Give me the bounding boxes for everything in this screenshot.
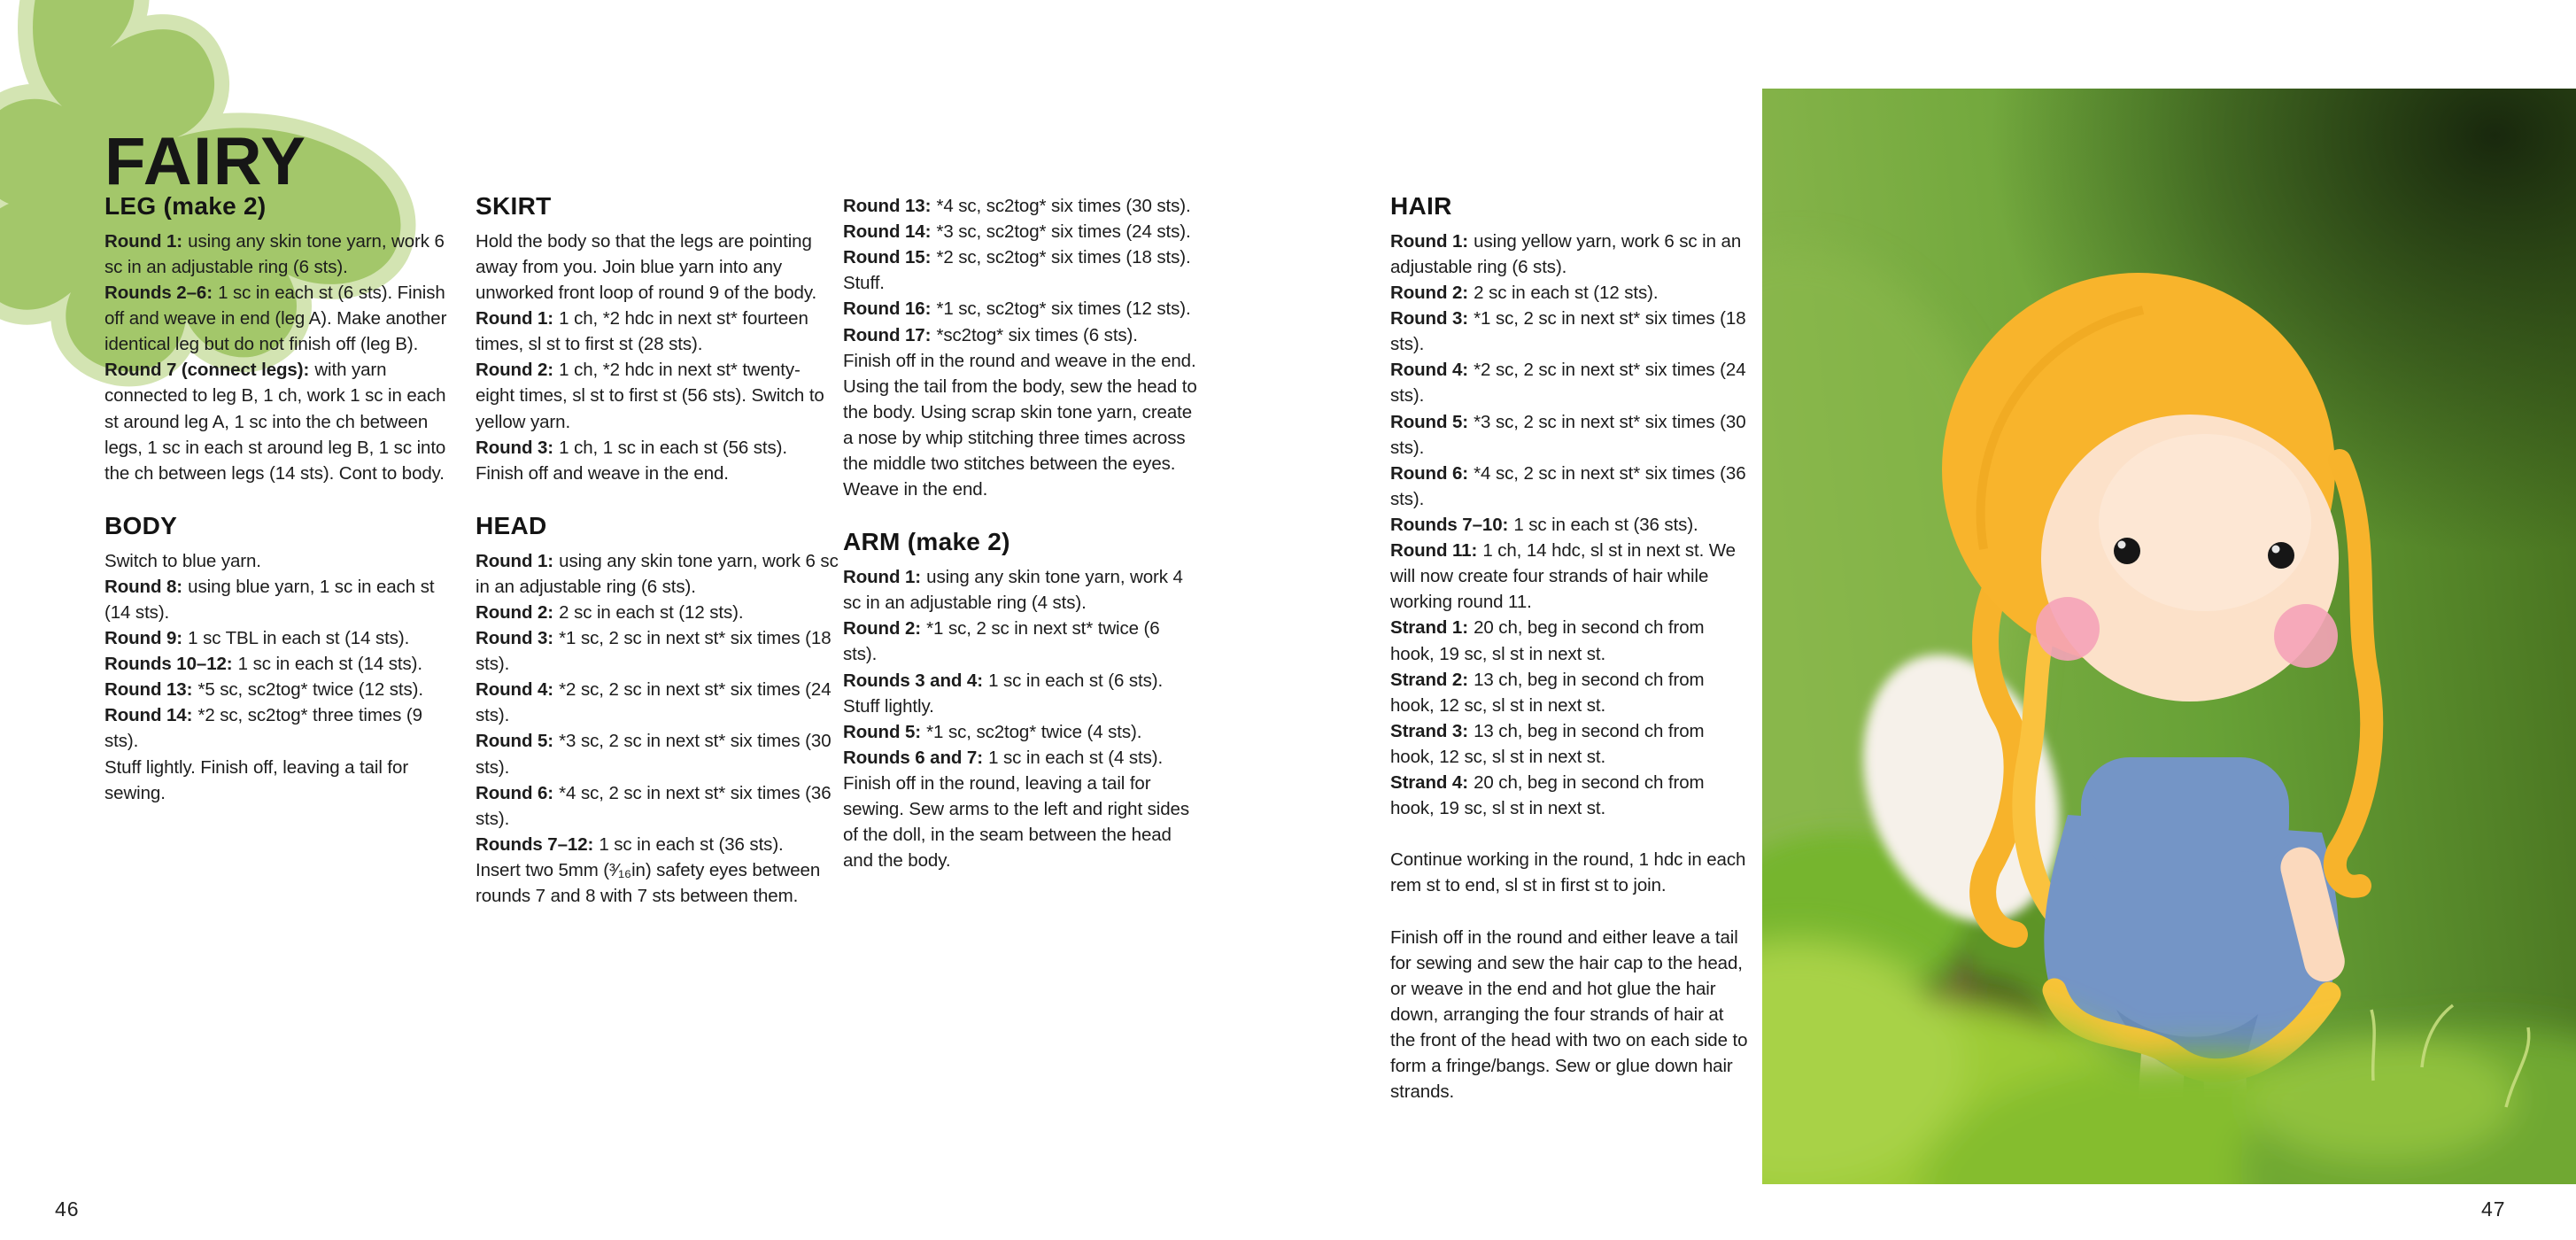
round-label: Strand 1:: [1390, 617, 1468, 639]
round-label: Round 14:: [104, 705, 193, 726]
instruction-text: 1 sc in each st (6 sts). Stuff lightly.: [843, 670, 1164, 717]
round-label: Round 13:: [104, 679, 193, 701]
round-label: Rounds 7–10:: [1390, 515, 1509, 535]
pattern-paragraph: [843, 244, 1197, 270]
section-heading: LEG (make 2): [104, 192, 267, 220]
instruction-text: *2 sc, 2 sc in next st* six times (24 sts).: [1390, 360, 1746, 407]
instruction-text: Finish off in the round and weave in the end. Using the tail from the body, sew the head to the body. Using scrap skin tone yarn, create a nose by whip stitching three times across the middle two stitches between the eyes. Weave in the end.: [843, 350, 1197, 500]
round-label: Rounds 10–12:: [104, 654, 233, 675]
round-label: Strand 2:: [1390, 669, 1468, 690]
pattern-paragraph: [843, 270, 1197, 296]
pattern-paragraph: [843, 616, 1197, 667]
instruction-text: 13 ch, beg in second ch from hook, 12 sc, sl st in next st.: [1390, 669, 1705, 716]
section-heading: HEAD: [476, 511, 547, 539]
pattern-paragraph: [476, 548, 839, 600]
section-heading: SKIRT: [476, 192, 552, 220]
pattern-column-1: [104, 193, 457, 806]
instruction-text: Stuff lightly. Finish off, leaving a tail for sewing.: [104, 756, 409, 803]
eye-left-highlight: [2118, 541, 2126, 549]
instruction-text: Insert two 5mm (³⁄₁₆in) safety eyes between rounds 7 and 8 with 7 sts between them.: [476, 860, 821, 907]
pattern-paragraph: [843, 348, 1197, 503]
pattern-paragraph: [843, 745, 1197, 771]
instruction-text: *1 sc, sc2tog* twice (4 sts).: [926, 721, 1142, 742]
instruction-text: *4 sc, 2 sc in next st* six times (36 sts).: [1390, 462, 1746, 509]
round-label: Round 5:: [843, 721, 922, 742]
pattern-paragraph: [476, 600, 839, 625]
instruction-text: 1 sc in each st (36 sts).: [1513, 515, 1698, 535]
pattern-paragraph: [1390, 925, 1748, 1105]
pattern-paragraph: [476, 728, 839, 779]
instruction-text: *2 sc, sc2tog* six times (18 sts).: [936, 247, 1191, 268]
round-label: Round 11:: [1390, 540, 1478, 562]
instruction-text: 2 sc in each st (12 sts).: [559, 601, 744, 623]
round-label: Round 1:: [476, 550, 554, 571]
instruction-text: 1 sc in each st (6 sts). Finish off and weave in end (leg A). Make another identical leg but do not finish off (leg B).: [104, 283, 447, 355]
cheek-right: [2274, 604, 2338, 668]
round-label: Round 2:: [1390, 283, 1469, 304]
instruction-text: 20 ch, beg in second ch from hook, 19 sc, sl st in next st.: [1390, 617, 1705, 664]
instruction-text: 1 ch, *2 hdc in next st* fourteen times, sl st to first st (28 sts).: [476, 308, 808, 355]
pattern-paragraph: [1390, 280, 1748, 306]
pattern-paragraph: [1390, 667, 1748, 718]
round-label: Round 6:: [476, 782, 554, 803]
round-label: Round 7 (connect legs):: [104, 360, 310, 381]
pattern-paragraph: [1390, 770, 1748, 821]
instruction-text: *sc2tog* six times (6 sts).: [936, 324, 1138, 345]
instruction-text: 20 ch, beg in second ch from hook, 19 sc, sl st in next st.: [1390, 772, 1705, 819]
instruction-text: Finish off in the round and either leave a tail for sewing and sew the hair cap to the head, or weave in the end and hot glue the hair down, arranging the four strands of hair at the front of the head with two on each side to form a fringe/bangs. Sew or glue down hair strands.: [1390, 926, 1748, 1103]
instruction-text: Switch to blue yarn.: [104, 550, 261, 571]
round-label: Rounds 7–12:: [476, 833, 594, 855]
instruction-text: 2 sc in each st (12 sts).: [1474, 283, 1659, 304]
instruction-text: using any skin tone yarn, work 6 sc in an adjustable ring (6 sts).: [476, 550, 839, 597]
pattern-paragraph: [476, 229, 839, 306]
pattern-paragraph: [476, 857, 839, 909]
section-heading: ARM (make 2): [843, 528, 1010, 556]
cheek-left: [2036, 597, 2100, 661]
page-title: FAIRY: [104, 123, 307, 199]
instruction-text: 1 ch, *2 hdc in next st* twenty-eight times, sl st to first st (56 sts). Switch to yellow yarn.: [476, 360, 824, 432]
instruction-text: using yellow yarn, work 6 sc in an adjustable ring (6 sts).: [1390, 230, 1742, 277]
instruction-text: 1 sc in each st (36 sts).: [599, 833, 784, 855]
round-label: Round 1:: [104, 230, 183, 252]
round-label: Strand 3:: [1390, 720, 1468, 741]
round-label: Round 5:: [1390, 411, 1469, 432]
pattern-paragraph: [104, 702, 457, 754]
round-label: Round 4:: [476, 679, 554, 701]
eye-right: [2268, 542, 2294, 569]
round-label: Round 17:: [843, 324, 932, 345]
pattern-paragraph: [1390, 306, 1748, 357]
pattern-paragraph: [1390, 512, 1748, 538]
face-highlight: [2099, 434, 2311, 611]
pattern-paragraph: [104, 357, 457, 486]
round-label: Round 3:: [476, 628, 554, 649]
instruction-text: *3 sc, 2 sc in next st* six times (30 sts).: [1390, 411, 1746, 458]
round-label: Round 8:: [104, 576, 183, 597]
instruction-text: *4 sc, 2 sc in next st* six times (36 sts).: [476, 782, 832, 829]
pattern-paragraph: [1390, 538, 1748, 615]
pattern-column-2: [476, 193, 839, 909]
pattern-paragraph: [476, 357, 839, 434]
pattern-paragraph: [843, 219, 1197, 244]
instruction-text: using any skin tone yarn, work 4 sc in an adjustable ring (4 sts).: [843, 567, 1183, 614]
instruction-text: *3 sc, 2 sc in next st* six times (30 sts).: [476, 731, 832, 778]
section-heading: HAIR: [1390, 192, 1452, 220]
torso: [2081, 757, 2289, 872]
pattern-paragraph: [843, 668, 1197, 719]
pattern-paragraph: [843, 564, 1197, 616]
round-label: Strand 4:: [1390, 772, 1468, 794]
round-label: Rounds 3 and 4:: [843, 670, 983, 691]
pattern-paragraph: [476, 677, 839, 728]
round-label: Round 16:: [843, 298, 932, 320]
pattern-paragraph: [1390, 357, 1748, 408]
round-label: Round 2:: [476, 601, 554, 623]
pattern-paragraph: [104, 755, 457, 806]
instruction-text: *4 sc, sc2tog* six times (30 sts).: [936, 196, 1191, 216]
round-label: Round 14:: [843, 221, 932, 243]
round-label: Rounds 2–6:: [104, 283, 213, 304]
round-label: Rounds 6 and 7:: [843, 747, 983, 768]
page-number-left: 46: [55, 1197, 80, 1221]
pattern-paragraph: [1390, 229, 1748, 280]
pattern-paragraph: [104, 280, 457, 357]
pattern-paragraph: [104, 625, 457, 651]
round-label: Round 5:: [476, 731, 554, 752]
round-label: Round 2:: [476, 360, 554, 381]
round-label: Round 13:: [843, 196, 932, 216]
instruction-text: using any skin tone yarn, work 6 sc in an adjustable ring (6 sts).: [104, 230, 445, 277]
round-label: Round 1:: [476, 308, 554, 329]
pattern-paragraph: [104, 229, 457, 280]
instruction-text: *3 sc, sc2tog* six times (24 sts).: [936, 221, 1191, 243]
instruction-text: Stuff.: [843, 273, 885, 294]
pattern-paragraph: [476, 435, 839, 486]
pattern-paragraph: [1390, 718, 1748, 770]
section-heading: BODY: [104, 511, 178, 539]
eye-right-highlight: [2272, 546, 2280, 554]
pattern-paragraph: [843, 771, 1197, 873]
pattern-paragraph: [104, 548, 457, 574]
instruction-text: *1 sc, 2 sc in next st* twice (6 sts).: [843, 618, 1160, 665]
pattern-paragraph: [843, 193, 1197, 219]
instruction-text: Hold the body so that the legs are pointing away from you. Join blue yarn into any unworked front loop of round 9 of the body.: [476, 230, 817, 304]
instruction-text: 1 sc in each st (14 sts).: [237, 654, 422, 675]
page-number-right: 47: [2481, 1197, 2506, 1221]
instruction-text: *2 sc, 2 sc in next st* six times (24 sts).: [476, 679, 832, 726]
instruction-text: *5 sc, sc2tog* twice (12 sts).: [197, 679, 423, 701]
round-label: Round 9:: [104, 628, 183, 649]
pattern-column-4: [1390, 193, 1748, 1104]
eye-left: [2114, 538, 2140, 564]
round-label: Round 4:: [1390, 360, 1469, 381]
instruction-text: 1 ch, 1 sc in each st (56 sts). Finish off and weave in the end.: [476, 437, 787, 484]
round-label: Round 3:: [1390, 308, 1469, 329]
round-label: Round 15:: [843, 247, 932, 268]
pattern-column-3: [843, 193, 1197, 873]
pattern-paragraph: [104, 651, 457, 677]
pattern-paragraph: [104, 677, 457, 702]
instruction-text: using blue yarn, 1 sc in each st (14 sts).: [104, 576, 435, 623]
fairy-photo: [1762, 89, 2576, 1184]
round-label: Round 1:: [843, 567, 922, 588]
pattern-paragraph: [1390, 409, 1748, 461]
pattern-paragraph: [476, 832, 839, 857]
instruction-text: Continue working in the round, 1 hdc in each rem st to end, sl st in first st to join.: [1390, 849, 1746, 896]
instruction-text: *1 sc, sc2tog* six times (12 sts).: [936, 298, 1191, 320]
pattern-paragraph: [476, 625, 839, 677]
instruction-text: *1 sc, 2 sc in next st* six times (18 sts).: [476, 628, 832, 675]
instruction-text: Finish off in the round, leaving a tail for sewing. Sew arms to the left and right sides of the doll, in the seam between the head and the body.: [843, 772, 1189, 872]
round-label: Round 2:: [843, 618, 922, 639]
pattern-paragraph: [1390, 615, 1748, 666]
pattern-paragraph: [476, 780, 839, 832]
pattern-paragraph: [476, 306, 839, 357]
round-label: Round 1:: [1390, 230, 1469, 252]
instruction-text: 1 sc in each st (4 sts).: [988, 747, 1164, 768]
instruction-text: *1 sc, 2 sc in next st* six times (18 sts).: [1390, 308, 1746, 355]
pattern-paragraph: [843, 322, 1197, 348]
round-label: Round 6:: [1390, 462, 1469, 484]
round-label: Round 3:: [476, 437, 554, 458]
pattern-paragraph: [843, 719, 1197, 745]
pattern-paragraph: [843, 296, 1197, 322]
instruction-text: *2 sc, sc2tog* three times (9 sts).: [104, 705, 422, 752]
instruction-text: 1 sc TBL in each st (14 sts).: [188, 628, 410, 649]
instruction-text: 13 ch, beg in second ch from hook, 12 sc, sl st in next st.: [1390, 720, 1705, 767]
instruction-text: with yarn connected to leg B, 1 ch, work 1 sc in each st around leg A, 1 sc into the ch between legs, 1 sc in each st around leg B, 1 sc into the ch between legs (14 sts). Cont to body.: [104, 360, 446, 484]
pattern-paragraph: [1390, 461, 1748, 512]
instruction-text: 1 ch, 14 hdc, sl st in next st. We will now create four strands of hair while working round 11.: [1390, 540, 1736, 613]
pattern-paragraph: [104, 574, 457, 625]
pattern-paragraph: [1390, 847, 1748, 898]
